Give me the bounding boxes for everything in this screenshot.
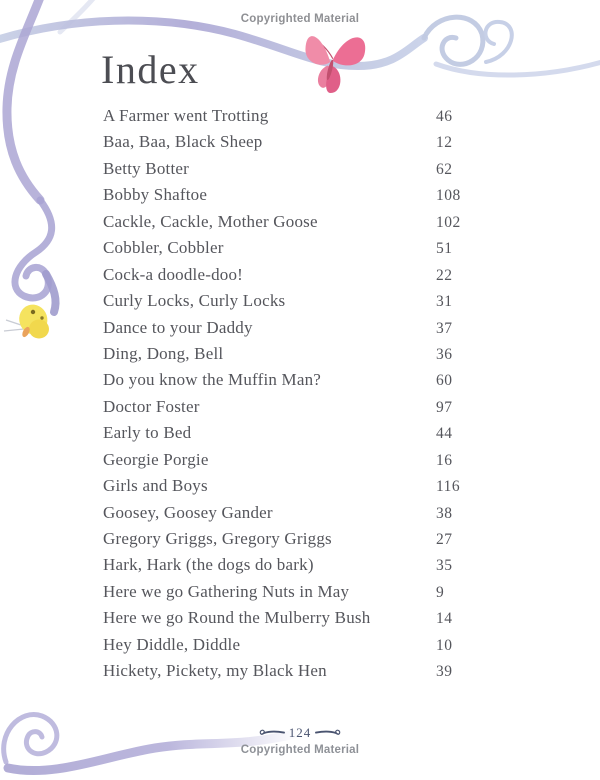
entry-page-number: 31 (436, 293, 453, 311)
index-row (103, 235, 482, 261)
entry-title: Dance to your Daddy (103, 317, 253, 337)
top-ribbon (0, 0, 600, 75)
entry-title: Baa, Baa, Black Sheep (103, 132, 263, 152)
page-title: Index (101, 47, 200, 92)
entry-title: Betty Botter (103, 158, 189, 178)
index-row (103, 552, 482, 578)
folio-number: 124 (288, 725, 312, 740)
entry-page-number: 22 (436, 266, 453, 284)
entry-page-number: 36 (436, 345, 453, 363)
entry-title: Cackle, Cackle, Mother Goose (103, 211, 318, 231)
entry-page-number: 16 (436, 451, 453, 469)
entry-title: Gregory Griggs, Gregory Griggs (103, 529, 332, 548)
index-row (103, 288, 482, 314)
yellow-butterfly-icon (4, 301, 51, 339)
entry-page-number: 108 (436, 187, 461, 205)
index-row (103, 447, 482, 473)
entry-page-number: 116 (436, 478, 461, 496)
index-row (103, 156, 482, 182)
index-row (103, 182, 482, 208)
entry-page-number: 10 (436, 636, 453, 654)
entry-page-number: 60 (436, 372, 453, 390)
entry-title: Bobby Shaftoe (103, 185, 208, 205)
flourish-right-icon (315, 728, 341, 738)
page-footer (0, 725, 600, 741)
index-row (103, 341, 482, 367)
flourish-left-icon (259, 728, 285, 738)
entry-title: Georgie Porgie (103, 449, 209, 469)
entry-title: Hey Diddle, Diddle (103, 634, 241, 654)
entry-page-number: 97 (436, 398, 453, 416)
index-row (103, 658, 482, 684)
entry-title: Goosey, Goosey Gander (103, 502, 273, 522)
index-row (103, 367, 482, 393)
entry-title: Early to Bed (103, 423, 192, 443)
index-row (103, 526, 482, 552)
entry-page-number: 9 (436, 583, 445, 601)
copyright-notice-top: Copyrighted Material (240, 13, 360, 25)
index-row (103, 500, 482, 526)
entry-title: Hark, Hark (the dogs do bark) (103, 555, 314, 575)
entry-page-number: 27 (436, 531, 453, 548)
entry-page-number: 44 (436, 425, 453, 443)
index-row (103, 605, 482, 631)
index-row (103, 129, 482, 155)
pink-butterfly-icon (298, 29, 367, 98)
entry-title: A Farmer went Trotting (103, 106, 269, 125)
index-row (103, 315, 482, 341)
entry-page-number: 14 (436, 610, 453, 628)
entry-title: Ding, Dong, Bell (103, 343, 224, 363)
index-row (103, 420, 482, 446)
index-list (103, 103, 482, 685)
left-ribbon (7, 0, 56, 312)
bottom-ribbon (4, 715, 295, 771)
index-row (103, 394, 482, 420)
index-row (103, 262, 482, 288)
entry-page-number: 37 (436, 319, 453, 337)
entry-page-number: 51 (436, 240, 453, 258)
entry-page-number: 62 (436, 160, 453, 178)
entry-page-number: 12 (436, 134, 453, 152)
entry-title: Here we go Gathering Nuts in May (103, 581, 350, 601)
entry-page-number: 102 (436, 213, 461, 231)
entry-title: Doctor Foster (103, 396, 200, 416)
entry-title: Cock-a doodle-doo! (103, 264, 244, 284)
entry-title: Hickety, Pickety, my Black Hen (103, 661, 327, 681)
entry-page-number: 46 (436, 108, 453, 125)
entry-title: Here we go Round the Mulberry Bush (103, 608, 371, 628)
entry-title: Cobbler, Cobbler (103, 238, 224, 258)
entry-page-number: 38 (436, 504, 453, 522)
entry-title: Girls and Boys (103, 476, 208, 496)
index-row (103, 473, 482, 499)
entry-page-number: 35 (436, 557, 453, 575)
index-row (103, 632, 482, 658)
index-row (103, 579, 482, 605)
entry-title: Curly Locks, Curly Locks (103, 291, 286, 311)
entry-title: Do you know the Muffin Man? (103, 370, 322, 390)
index-row (103, 209, 482, 235)
entry-page-number: 39 (436, 663, 453, 681)
index-row (103, 103, 482, 129)
copyright-notice-bottom: Copyrighted Material (240, 744, 360, 756)
